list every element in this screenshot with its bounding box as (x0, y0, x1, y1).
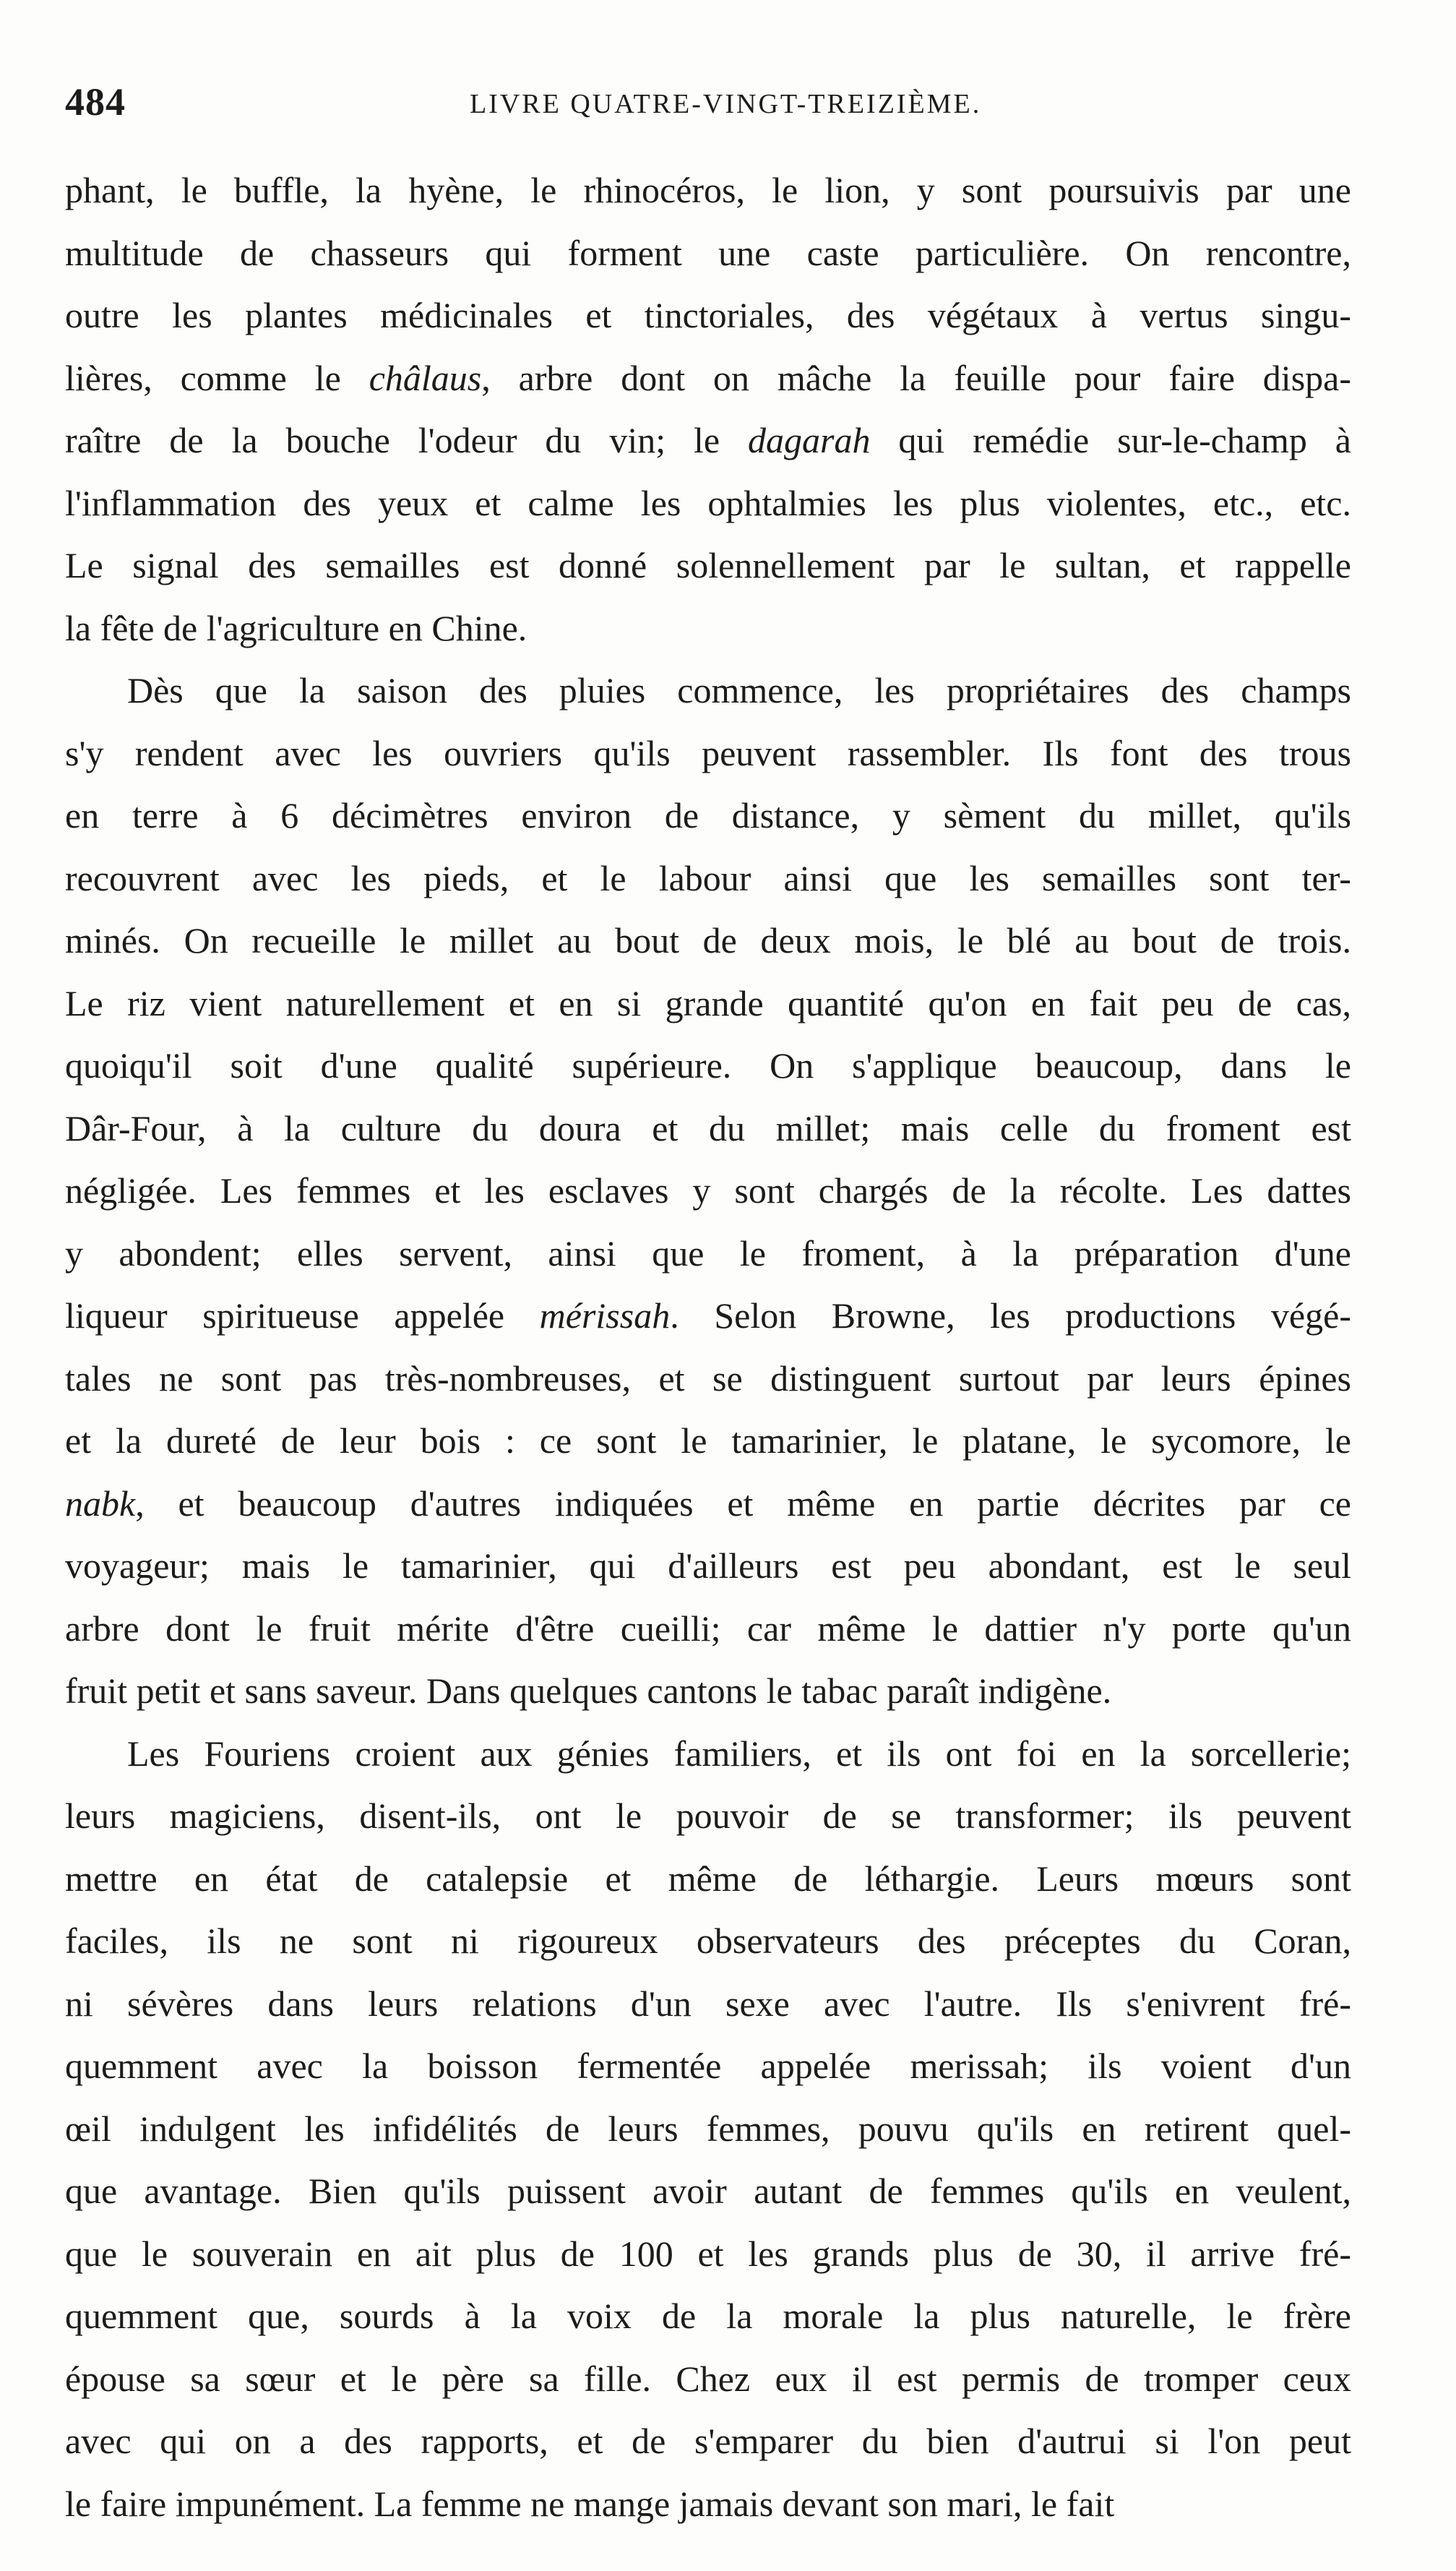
text-segment: s'y rendent avec les ouvriers qu'ils peuvent rassembler. Ils font des trous (65, 732, 1351, 773)
text-segment: qui remédie sur-le-champ à (870, 420, 1351, 460)
text-line (65, 2410, 1351, 2473)
text-segment: la fête de l'agriculture en Chine. (65, 607, 527, 648)
text-segment: raître de la bouche l'odeur du vin; le (65, 420, 749, 460)
page-number: 484 (65, 80, 126, 124)
text-segment: quemment que, sourds à la voix de la morale la plus naturelle, le frère (65, 2296, 1351, 2336)
text-line (65, 1097, 1351, 1160)
text-segment: mettre en état de catalepsie et même de léthargie. Leurs mœurs sont (65, 1858, 1351, 1899)
text-line (65, 972, 1351, 1035)
text-line (65, 409, 1351, 472)
text-segment: négligée. Les femmes et les esclaves y sont chargés de la récolte. Les dattes (65, 1170, 1351, 1211)
text-segment: . Selon Browne, les productions végé- (670, 1295, 1351, 1336)
text-segment: tales ne sont pas très-nombreuses, et se distinguent surtout par leurs épines (65, 1357, 1351, 1399)
text-line (65, 2348, 1351, 2411)
text-line (65, 222, 1351, 285)
text-segment: arbre dont le fruit mérite d'être cueilli; car même le dattier n'y porte qu'un (65, 1608, 1351, 1649)
text-segment: avec qui on a des rapports, et de s'emparer du bien d'autrui si l'on peut (65, 2421, 1351, 2461)
text-line (65, 1847, 1351, 1910)
text-line (65, 2223, 1351, 2285)
text-line (65, 2160, 1351, 2223)
text-line (65, 1535, 1351, 1597)
text-line (65, 1973, 1351, 2035)
text-segment: œil indulgent les infidélités de leurs femmes, pouvu qu'ils en retirent quel- (65, 2108, 1351, 2149)
text-segment: quemment avec la boisson fermentée appelée merissah; ils voient d'un (65, 2046, 1351, 2086)
text-segment: Dès que la saison des pluies commence, les propriétaires des champs (127, 670, 1351, 711)
text-line (65, 2285, 1351, 2348)
text-line (65, 784, 1351, 847)
text-segment: épouse sa sœur et le père sa fille. Chez eux il est permis de tromper ceux (65, 2358, 1351, 2399)
italic-term: nabk (65, 1482, 136, 1524)
text-line (65, 2098, 1351, 2160)
text-line (65, 472, 1351, 535)
text-line (65, 1472, 1351, 1535)
text-segment: Les Fouriens croient aux génies familiers, et ils ont foi en la sorcellerie; (127, 1733, 1351, 1774)
text-segment: minés. On recueille le millet au bout de deux mois, le blé au bout de trois. (65, 920, 1351, 961)
text-segment: que le souverain en ait plus de 100 et les grands plus de 30, il arrive fré- (65, 2233, 1351, 2274)
text-segment: en terre à 6 décimètres environ de distance, y sèment du millet, qu'ils (65, 795, 1351, 836)
text-line (65, 1409, 1351, 1472)
text-segment: l'inflammation des yeux et calme les ophtalmies les plus violentes, etc., etc. (65, 482, 1351, 523)
text-segment: leurs magiciens, disent-ils, ont le pouvoir de se transformer; ils peuvent (65, 1795, 1351, 1836)
italic-term: mérissah (539, 1295, 671, 1336)
italic-term: châlaus (369, 357, 482, 398)
text-segment: le faire impunément. La femme ne mange jamais devant son mari, le fait (65, 2483, 1115, 2524)
text-line (65, 2473, 1351, 2536)
text-segment: voyageur; mais le tamarinier, qui d'ailleurs est peu abondant, est le seul (65, 1545, 1351, 1586)
text-line (65, 597, 1351, 660)
text-line (65, 1159, 1351, 1222)
text-line (65, 534, 1351, 597)
text-line (65, 1284, 1351, 1347)
body-text (65, 159, 1351, 2535)
text-line (65, 1722, 1351, 1785)
text-line (65, 1347, 1351, 1410)
text-segment: lières, comme le (65, 357, 369, 398)
text-segment: , arbre dont on mâche la feuille pour faire dispa- (481, 357, 1351, 398)
text-line (65, 1034, 1351, 1097)
text-segment: , et beaucoup d'autres indiquées et même en partie décrites par ce (135, 1482, 1351, 1524)
text-segment: fruit petit et sans saveur. Dans quelques cantons le tabac paraît indigène. (65, 1670, 1112, 1711)
text-line (65, 847, 1351, 910)
text-line (65, 722, 1351, 785)
text-segment: et la dureté de leur bois : ce sont le tamarinier, le platane, le sycomore, le (65, 1420, 1351, 1461)
italic-term: dagarah (748, 420, 871, 460)
running-title: LIVRE QUATRE-VINGT-TREIZIÈME. (470, 89, 982, 119)
text-line (65, 659, 1351, 722)
text-segment: que avantage. Bien qu'ils puissent avoir autant de femmes qu'ils en veulent, (65, 2171, 1351, 2211)
text-line (65, 1910, 1351, 1973)
text-line (65, 1660, 1351, 1722)
text-segment: y abondent; elles servent, ainsi que le froment, à la préparation d'une (65, 1232, 1351, 1274)
text-segment: Dâr-Four, à la culture du doura et du millet; mais celle du froment est (65, 1107, 1351, 1149)
text-line (65, 347, 1351, 410)
text-line (65, 284, 1351, 347)
text-segment: Le signal des semailles est donné solennellement par le sultan, et rappelle (65, 545, 1351, 585)
page-header (65, 80, 1409, 145)
text-line (65, 159, 1351, 222)
text-line (65, 1222, 1351, 1285)
text-segment: quoiqu'il soit d'une qualité supérieure. On s'applique beaucoup, dans le (65, 1045, 1351, 1086)
text-segment: outre les plantes médicinales et tinctoriales, des végétaux à vertus singu- (65, 295, 1351, 335)
text-segment: Le riz vient naturellement et en si grande quantité qu'on en fait peu de cas, (65, 982, 1351, 1023)
text-segment: recouvrent avec les pieds, et le labour ainsi que les semailles sont ter- (65, 857, 1351, 898)
text-segment: phant, le buffle, la hyène, le rhinocéros, le lion, y sont poursuivis par une (65, 170, 1351, 210)
text-segment: liqueur spiritueuse appelée (65, 1295, 540, 1336)
text-line (65, 909, 1351, 972)
text-line (65, 1597, 1351, 1660)
text-segment: ni sévères dans leurs relations d'un sexe avec l'autre. Ils s'enivrent fré- (65, 1983, 1351, 2024)
text-line (65, 1785, 1351, 1847)
text-segment: multitude de chasseurs qui forment une caste particulière. On rencontre, (65, 232, 1351, 273)
text-line (65, 2035, 1351, 2098)
text-segment: faciles, ils ne sont ni rigoureux observateurs des préceptes du Coran, (65, 1920, 1351, 1961)
